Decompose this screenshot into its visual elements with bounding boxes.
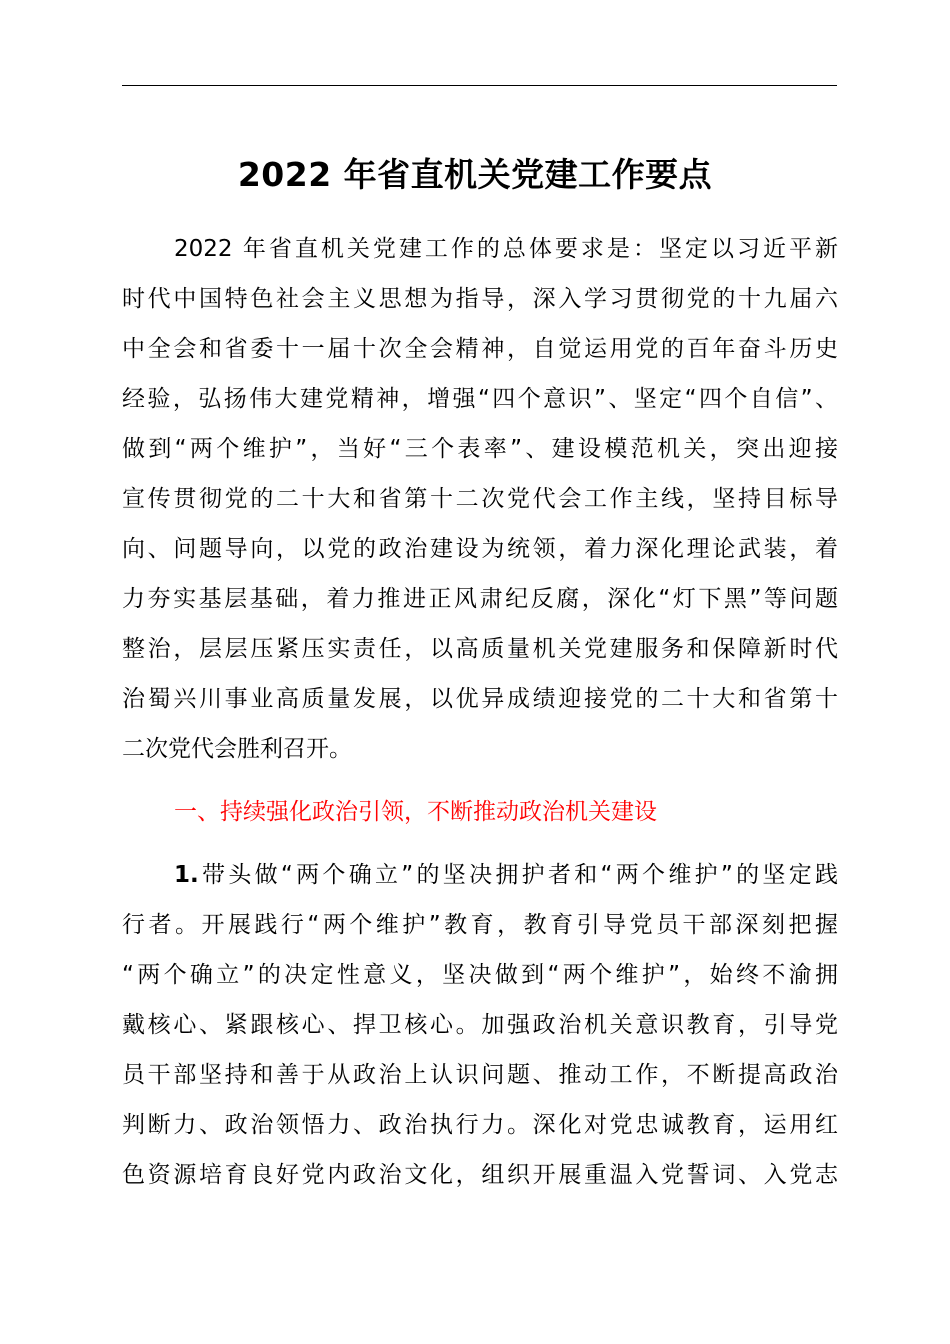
intro-line: 宣传贯彻党的二十大和省第十二次党代会工作主线，坚持目标导	[122, 486, 838, 512]
intro-line-last: 二次党代会胜利召开。	[122, 736, 352, 762]
item1-line: 判断力、政治领悟力、政治执行力。深化对党忠诚教育，运用红	[122, 1112, 838, 1138]
item1-line: 戴核心、紧跟核心、捍卫核心。加强政治机关意识教育，引导党	[122, 1012, 838, 1038]
item1-first-line	[122, 850, 838, 900]
item1-line: “两个确立”的决定性意义，坚决做到“两个维护”，始终不渝拥	[122, 962, 838, 988]
document-title: 2022 年省直机关党建工作要点	[237, 155, 713, 194]
intro-line: 2022 年省直机关党建工作的总体要求是：坚定以习近平新	[174, 236, 838, 262]
section-heading: 一、持续强化政治引领，不断推动政治机关建设	[174, 799, 657, 825]
intro-line: 力夯实基层基础，着力推进正风肃纪反腐，深化“灯下黑”等问题	[122, 586, 838, 612]
intro-line: 时代中国特色社会主义思想为指导，深入学习贯彻党的十九届六	[122, 286, 838, 312]
intro-line: 做到“两个维护”，当好“三个表率”、建设模范机关，突出迎接	[122, 436, 838, 462]
item1-first-line-text: 带头做“两个确立”的坚决拥护者和“两个维护”的坚定践	[198, 862, 838, 888]
intro-line: 向、问题导向，以党的政治建设为统领，着力深化理论武装，着	[122, 536, 838, 562]
intro-line: 经验，弘扬伟大建党精神，增强“四个意识”、坚定“四个自信”、	[122, 386, 838, 412]
item1-line: 行者。开展践行“两个维护”教育，教育引导党员干部深刻把握	[122, 912, 838, 938]
header-rule	[122, 85, 837, 86]
document-body	[122, 224, 838, 1200]
item1-number: 1.	[174, 862, 199, 888]
item1-line: 员干部坚持和善于从政治上认识问题、推动工作，不断提高政治	[122, 1062, 838, 1088]
intro-line: 治蜀兴川事业高质量发展，以优异成绩迎接党的二十大和省第十	[122, 686, 838, 712]
intro-line: 整治，层层压紧压实责任，以高质量机关党建服务和保障新时代	[122, 636, 838, 662]
intro-line: 中全会和省委十一届十次全会精神，自觉运用党的百年奋斗历史	[122, 336, 838, 362]
item1-line: 色资源培育良好党内政治文化，组织开展重温入党誓词、入党志	[122, 1162, 838, 1188]
